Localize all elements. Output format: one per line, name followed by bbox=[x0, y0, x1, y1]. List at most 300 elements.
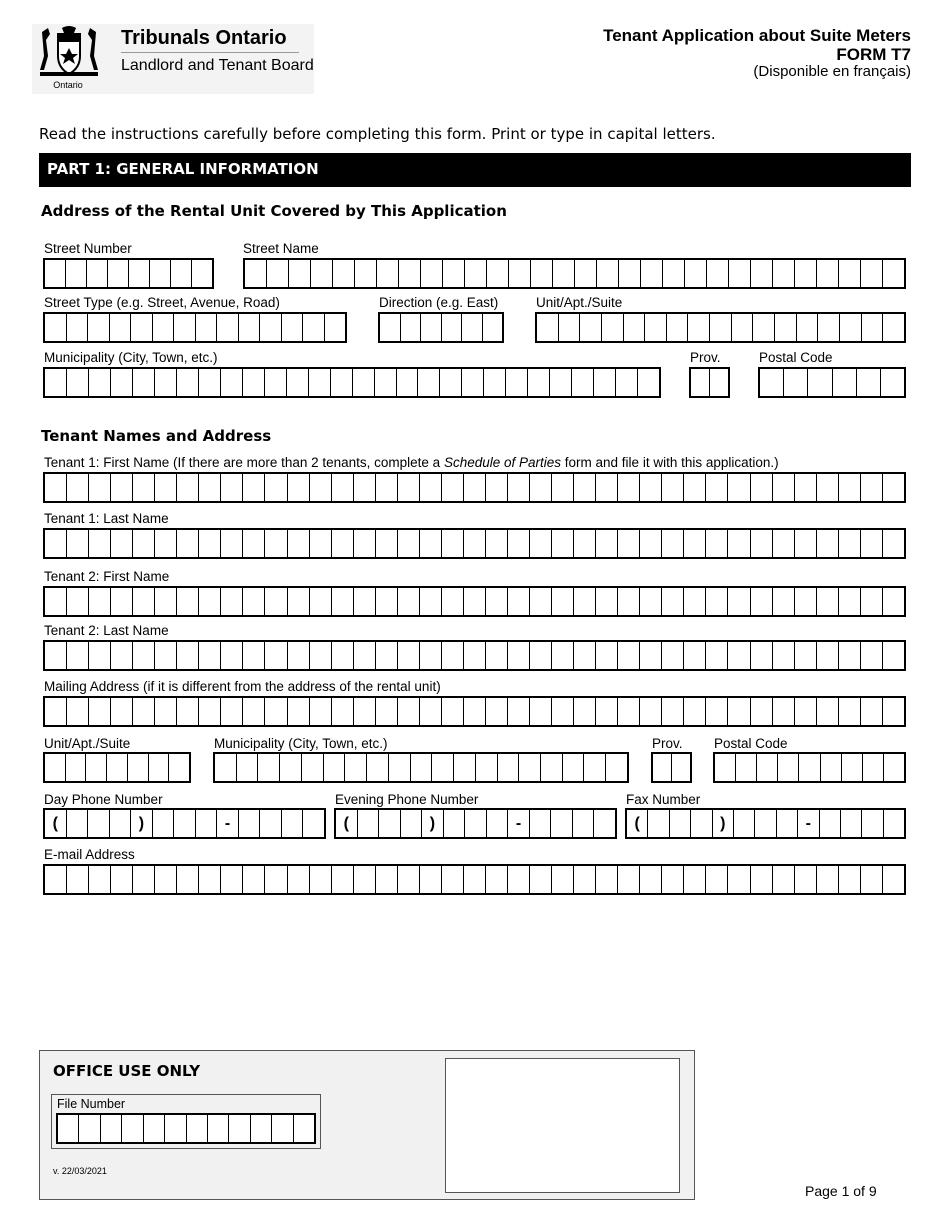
char-box[interactable] bbox=[282, 810, 304, 837]
char-box[interactable] bbox=[411, 754, 433, 781]
char-box[interactable] bbox=[265, 588, 287, 615]
char-box[interactable] bbox=[187, 1115, 208, 1142]
fax-field[interactable] bbox=[625, 808, 906, 839]
char-box[interactable] bbox=[294, 1115, 314, 1142]
char-box[interactable] bbox=[251, 1115, 272, 1142]
char-box[interactable] bbox=[684, 588, 706, 615]
char-box[interactable] bbox=[773, 260, 795, 287]
char-box[interactable] bbox=[861, 530, 883, 557]
char-box[interactable] bbox=[215, 754, 237, 781]
char-box[interactable] bbox=[552, 530, 574, 557]
char-box[interactable] bbox=[288, 530, 310, 557]
char-box[interactable] bbox=[734, 810, 755, 837]
char-box[interactable] bbox=[432, 754, 454, 781]
tenant-province-field[interactable] bbox=[651, 752, 692, 783]
char-box[interactable] bbox=[476, 754, 498, 781]
char-box[interactable] bbox=[530, 698, 552, 725]
char-box[interactable] bbox=[751, 530, 773, 557]
char-box[interactable] bbox=[398, 698, 420, 725]
char-box[interactable] bbox=[45, 314, 67, 341]
char-box[interactable] bbox=[177, 474, 199, 501]
char-box[interactable] bbox=[267, 260, 289, 287]
municipality-field[interactable] bbox=[43, 367, 661, 398]
char-box[interactable] bbox=[751, 474, 773, 501]
char-box[interactable] bbox=[110, 314, 132, 341]
char-box[interactable] bbox=[265, 530, 287, 557]
char-box[interactable] bbox=[243, 530, 265, 557]
char-box[interactable] bbox=[133, 369, 155, 396]
char-box[interactable] bbox=[420, 588, 442, 615]
char-box[interactable] bbox=[303, 810, 324, 837]
char-box[interactable] bbox=[208, 1115, 229, 1142]
char-box[interactable] bbox=[574, 530, 596, 557]
char-box[interactable] bbox=[883, 474, 904, 501]
char-box[interactable] bbox=[355, 260, 377, 287]
char-box[interactable] bbox=[486, 588, 508, 615]
char-box[interactable] bbox=[67, 474, 89, 501]
char-box[interactable]: - bbox=[508, 810, 530, 837]
char-box[interactable] bbox=[797, 314, 819, 341]
char-box[interactable]: ) bbox=[713, 810, 734, 837]
char-box[interactable] bbox=[486, 866, 508, 893]
char-box[interactable] bbox=[153, 810, 175, 837]
char-box[interactable] bbox=[563, 754, 585, 781]
char-box[interactable] bbox=[420, 698, 442, 725]
char-box[interactable] bbox=[465, 260, 487, 287]
char-box[interactable] bbox=[420, 474, 442, 501]
char-box[interactable] bbox=[375, 369, 397, 396]
char-box[interactable] bbox=[464, 866, 486, 893]
char-box[interactable] bbox=[376, 642, 398, 669]
char-box[interactable]: - bbox=[798, 810, 819, 837]
char-box[interactable] bbox=[486, 530, 508, 557]
char-box[interactable] bbox=[839, 698, 861, 725]
char-box[interactable] bbox=[354, 698, 376, 725]
char-box[interactable] bbox=[596, 866, 618, 893]
char-box[interactable] bbox=[354, 530, 376, 557]
char-box[interactable] bbox=[833, 369, 857, 396]
char-box[interactable] bbox=[221, 642, 243, 669]
tenant-postal-code-field[interactable] bbox=[713, 752, 906, 783]
char-box[interactable] bbox=[684, 698, 706, 725]
char-box[interactable] bbox=[640, 642, 662, 669]
char-box[interactable] bbox=[594, 810, 615, 837]
char-box[interactable] bbox=[265, 369, 287, 396]
char-box[interactable] bbox=[795, 474, 817, 501]
char-box[interactable] bbox=[464, 530, 486, 557]
char-box[interactable] bbox=[199, 474, 221, 501]
char-box[interactable] bbox=[89, 588, 111, 615]
char-box[interactable] bbox=[773, 474, 795, 501]
char-box[interactable] bbox=[67, 530, 89, 557]
char-box[interactable] bbox=[239, 810, 261, 837]
char-box[interactable] bbox=[237, 754, 259, 781]
char-box[interactable] bbox=[67, 642, 89, 669]
char-box[interactable] bbox=[508, 474, 530, 501]
char-box[interactable] bbox=[618, 530, 640, 557]
char-box[interactable] bbox=[618, 474, 640, 501]
char-box[interactable] bbox=[842, 754, 863, 781]
char-box[interactable] bbox=[67, 698, 89, 725]
char-box[interactable] bbox=[706, 866, 728, 893]
char-box[interactable] bbox=[265, 866, 287, 893]
char-box[interactable] bbox=[602, 314, 624, 341]
char-box[interactable] bbox=[196, 314, 218, 341]
char-box[interactable] bbox=[150, 260, 171, 287]
char-box[interactable] bbox=[684, 474, 706, 501]
char-box[interactable] bbox=[486, 642, 508, 669]
char-box[interactable] bbox=[508, 866, 530, 893]
char-box[interactable] bbox=[841, 810, 862, 837]
char-box[interactable] bbox=[265, 642, 287, 669]
char-box[interactable] bbox=[640, 866, 662, 893]
char-box[interactable] bbox=[508, 698, 530, 725]
char-box[interactable] bbox=[325, 314, 346, 341]
tenant2-last-name-field[interactable] bbox=[43, 640, 906, 671]
char-box[interactable] bbox=[177, 698, 199, 725]
char-box[interactable] bbox=[420, 642, 442, 669]
char-box[interactable] bbox=[199, 369, 221, 396]
char-box[interactable] bbox=[728, 530, 750, 557]
char-box[interactable] bbox=[401, 810, 423, 837]
char-box[interactable] bbox=[641, 260, 663, 287]
evening-phone-field[interactable] bbox=[334, 808, 617, 839]
char-box[interactable] bbox=[243, 866, 265, 893]
char-box[interactable] bbox=[442, 314, 463, 341]
char-box[interactable] bbox=[550, 369, 572, 396]
char-box[interactable] bbox=[442, 530, 464, 557]
street-number-field[interactable] bbox=[43, 258, 214, 289]
char-box[interactable] bbox=[795, 642, 817, 669]
char-box[interactable] bbox=[784, 369, 808, 396]
char-box[interactable] bbox=[133, 866, 155, 893]
char-box[interactable] bbox=[706, 530, 728, 557]
char-box[interactable] bbox=[67, 810, 89, 837]
char-box[interactable] bbox=[596, 588, 618, 615]
char-box[interactable] bbox=[645, 314, 667, 341]
char-box[interactable] bbox=[883, 866, 904, 893]
char-box[interactable] bbox=[354, 588, 376, 615]
char-box[interactable] bbox=[531, 260, 553, 287]
char-box[interactable] bbox=[778, 754, 799, 781]
char-box[interactable] bbox=[310, 698, 332, 725]
char-box[interactable] bbox=[462, 369, 484, 396]
char-box[interactable] bbox=[638, 369, 659, 396]
char-box[interactable] bbox=[177, 642, 199, 669]
char-box[interactable] bbox=[128, 754, 149, 781]
char-box[interactable] bbox=[177, 530, 199, 557]
char-box[interactable] bbox=[333, 260, 355, 287]
char-box[interactable] bbox=[728, 588, 750, 615]
char-box[interactable] bbox=[519, 754, 541, 781]
char-box[interactable] bbox=[551, 810, 573, 837]
char-box[interactable] bbox=[58, 1115, 79, 1142]
char-box[interactable] bbox=[165, 1115, 186, 1142]
char-box[interactable] bbox=[258, 754, 280, 781]
direction-field[interactable] bbox=[378, 312, 504, 343]
char-box[interactable] bbox=[574, 866, 596, 893]
char-box[interactable] bbox=[199, 530, 221, 557]
tenant-municipality-field[interactable] bbox=[213, 752, 629, 783]
char-box[interactable] bbox=[398, 642, 420, 669]
char-box[interactable] bbox=[552, 474, 574, 501]
char-box[interactable] bbox=[243, 642, 265, 669]
char-box[interactable] bbox=[464, 474, 486, 501]
char-box[interactable] bbox=[153, 314, 175, 341]
char-box[interactable] bbox=[377, 260, 399, 287]
char-box[interactable] bbox=[221, 530, 243, 557]
char-box[interactable] bbox=[177, 369, 199, 396]
char-box[interactable] bbox=[729, 260, 751, 287]
char-box[interactable] bbox=[310, 642, 332, 669]
char-box[interactable] bbox=[839, 530, 861, 557]
char-box[interactable] bbox=[265, 474, 287, 501]
char-box[interactable] bbox=[751, 698, 773, 725]
char-box[interactable] bbox=[530, 474, 552, 501]
char-box[interactable] bbox=[440, 369, 462, 396]
char-box[interactable] bbox=[487, 810, 509, 837]
char-box[interactable] bbox=[288, 698, 310, 725]
char-box[interactable] bbox=[45, 474, 67, 501]
char-box[interactable] bbox=[88, 314, 110, 341]
char-box[interactable] bbox=[282, 314, 304, 341]
char-box[interactable] bbox=[732, 314, 754, 341]
char-box[interactable] bbox=[684, 642, 706, 669]
char-box[interactable] bbox=[640, 530, 662, 557]
char-box[interactable] bbox=[217, 314, 239, 341]
char-box[interactable] bbox=[857, 369, 881, 396]
char-box[interactable] bbox=[751, 588, 773, 615]
char-box[interactable] bbox=[353, 369, 375, 396]
char-box[interactable] bbox=[715, 754, 736, 781]
char-box[interactable] bbox=[398, 530, 420, 557]
postal-code-field[interactable] bbox=[758, 367, 906, 398]
char-box[interactable] bbox=[753, 314, 775, 341]
char-box[interactable] bbox=[773, 588, 795, 615]
char-box[interactable] bbox=[817, 260, 839, 287]
char-box[interactable] bbox=[691, 810, 712, 837]
char-box[interactable] bbox=[618, 642, 640, 669]
char-box[interactable] bbox=[367, 754, 389, 781]
char-box[interactable] bbox=[817, 530, 839, 557]
char-box[interactable] bbox=[808, 369, 832, 396]
char-box[interactable] bbox=[67, 369, 89, 396]
tenant1-last-name-field[interactable] bbox=[43, 528, 906, 559]
char-box[interactable] bbox=[662, 588, 684, 615]
char-box[interactable] bbox=[221, 866, 243, 893]
char-box[interactable] bbox=[376, 588, 398, 615]
char-box[interactable] bbox=[421, 314, 442, 341]
char-box[interactable] bbox=[174, 314, 196, 341]
char-box[interactable] bbox=[795, 530, 817, 557]
char-box[interactable] bbox=[861, 642, 883, 669]
char-box[interactable] bbox=[155, 530, 177, 557]
char-box[interactable] bbox=[133, 474, 155, 501]
char-box[interactable] bbox=[177, 588, 199, 615]
char-box[interactable] bbox=[111, 530, 133, 557]
char-box[interactable] bbox=[45, 754, 66, 781]
char-box[interactable] bbox=[883, 642, 904, 669]
char-box[interactable] bbox=[464, 642, 486, 669]
char-box[interactable] bbox=[840, 314, 862, 341]
char-box[interactable] bbox=[245, 260, 267, 287]
char-box[interactable] bbox=[108, 260, 129, 287]
char-box[interactable] bbox=[663, 260, 685, 287]
char-box[interactable] bbox=[506, 369, 528, 396]
char-box[interactable] bbox=[508, 642, 530, 669]
char-box[interactable] bbox=[376, 698, 398, 725]
char-box[interactable] bbox=[884, 754, 904, 781]
char-box[interactable] bbox=[288, 866, 310, 893]
char-box[interactable] bbox=[332, 698, 354, 725]
char-box[interactable] bbox=[883, 314, 904, 341]
char-box[interactable] bbox=[332, 530, 354, 557]
char-box[interactable] bbox=[817, 642, 839, 669]
char-box[interactable] bbox=[376, 530, 398, 557]
char-box[interactable] bbox=[332, 866, 354, 893]
char-box[interactable] bbox=[465, 810, 487, 837]
char-box[interactable] bbox=[420, 866, 442, 893]
char-box[interactable] bbox=[755, 810, 776, 837]
char-box[interactable] bbox=[530, 642, 552, 669]
char-box[interactable] bbox=[199, 698, 221, 725]
char-box[interactable] bbox=[839, 474, 861, 501]
char-box[interactable] bbox=[260, 314, 282, 341]
char-box[interactable] bbox=[89, 698, 111, 725]
char-box[interactable] bbox=[111, 866, 133, 893]
char-box[interactable] bbox=[399, 260, 421, 287]
char-box[interactable] bbox=[66, 754, 87, 781]
char-box[interactable] bbox=[883, 698, 904, 725]
char-box[interactable] bbox=[192, 260, 212, 287]
char-box[interactable] bbox=[861, 698, 883, 725]
char-box[interactable] bbox=[498, 754, 520, 781]
char-box[interactable] bbox=[817, 588, 839, 615]
char-box[interactable] bbox=[795, 260, 817, 287]
char-box[interactable] bbox=[421, 260, 443, 287]
char-box[interactable] bbox=[618, 588, 640, 615]
char-box[interactable] bbox=[839, 866, 861, 893]
char-box[interactable] bbox=[354, 866, 376, 893]
char-box[interactable] bbox=[280, 754, 302, 781]
char-box[interactable] bbox=[133, 698, 155, 725]
char-box[interactable] bbox=[688, 314, 710, 341]
char-box[interactable] bbox=[89, 866, 111, 893]
char-box[interactable] bbox=[552, 698, 574, 725]
char-box[interactable] bbox=[462, 314, 483, 341]
char-box[interactable] bbox=[706, 698, 728, 725]
char-box[interactable] bbox=[331, 369, 353, 396]
char-box[interactable] bbox=[79, 1115, 100, 1142]
char-box[interactable] bbox=[775, 314, 797, 341]
char-box[interactable] bbox=[751, 866, 773, 893]
char-box[interactable] bbox=[442, 588, 464, 615]
char-box[interactable] bbox=[728, 474, 750, 501]
char-box[interactable] bbox=[574, 474, 596, 501]
char-box[interactable] bbox=[670, 810, 691, 837]
char-box[interactable] bbox=[309, 369, 331, 396]
char-box[interactable] bbox=[111, 474, 133, 501]
char-box[interactable] bbox=[818, 314, 840, 341]
char-box[interactable] bbox=[420, 530, 442, 557]
char-box[interactable] bbox=[728, 866, 750, 893]
char-box[interactable] bbox=[324, 754, 346, 781]
char-box[interactable] bbox=[863, 754, 884, 781]
char-box[interactable] bbox=[88, 810, 110, 837]
char-box[interactable] bbox=[345, 754, 367, 781]
char-box[interactable] bbox=[559, 314, 581, 341]
char-box[interactable] bbox=[706, 642, 728, 669]
char-box[interactable] bbox=[442, 642, 464, 669]
char-box[interactable] bbox=[111, 642, 133, 669]
char-box[interactable] bbox=[884, 810, 904, 837]
char-box[interactable] bbox=[401, 314, 422, 341]
char-box[interactable] bbox=[662, 530, 684, 557]
char-box[interactable] bbox=[487, 260, 509, 287]
char-box[interactable] bbox=[45, 530, 67, 557]
char-box[interactable] bbox=[618, 698, 640, 725]
char-box[interactable] bbox=[862, 810, 883, 837]
char-box[interactable] bbox=[773, 642, 795, 669]
char-box[interactable] bbox=[584, 754, 606, 781]
char-box[interactable] bbox=[575, 260, 597, 287]
char-box[interactable] bbox=[67, 588, 89, 615]
char-box[interactable] bbox=[795, 866, 817, 893]
char-box[interactable] bbox=[196, 810, 218, 837]
char-box[interactable] bbox=[685, 260, 707, 287]
tenant1-first-name-field[interactable] bbox=[43, 472, 906, 503]
char-box[interactable] bbox=[820, 810, 841, 837]
char-box[interactable] bbox=[133, 588, 155, 615]
char-box[interactable] bbox=[574, 698, 596, 725]
char-box[interactable] bbox=[358, 810, 380, 837]
char-box[interactable] bbox=[597, 260, 619, 287]
char-box[interactable] bbox=[839, 260, 861, 287]
char-box[interactable] bbox=[817, 474, 839, 501]
char-box[interactable] bbox=[199, 866, 221, 893]
char-box[interactable] bbox=[243, 474, 265, 501]
char-box[interactable] bbox=[288, 474, 310, 501]
char-box[interactable] bbox=[332, 474, 354, 501]
char-box[interactable] bbox=[552, 588, 574, 615]
char-box[interactable]: ) bbox=[131, 810, 153, 837]
char-box[interactable] bbox=[110, 810, 132, 837]
char-box[interactable] bbox=[839, 588, 861, 615]
char-box[interactable] bbox=[795, 698, 817, 725]
char-box[interactable] bbox=[155, 698, 177, 725]
char-box[interactable] bbox=[861, 866, 883, 893]
char-box[interactable] bbox=[289, 260, 311, 287]
char-box[interactable] bbox=[530, 866, 552, 893]
char-box[interactable] bbox=[155, 866, 177, 893]
char-box[interactable] bbox=[155, 642, 177, 669]
tenant2-first-name-field[interactable] bbox=[43, 586, 906, 617]
char-box[interactable] bbox=[199, 588, 221, 615]
char-box[interactable] bbox=[221, 698, 243, 725]
char-box[interactable] bbox=[817, 698, 839, 725]
char-box[interactable] bbox=[662, 698, 684, 725]
char-box[interactable] bbox=[260, 810, 282, 837]
char-box[interactable] bbox=[662, 642, 684, 669]
char-box[interactable] bbox=[861, 474, 883, 501]
char-box[interactable] bbox=[552, 866, 574, 893]
char-box[interactable] bbox=[379, 810, 401, 837]
char-box[interactable] bbox=[594, 369, 616, 396]
char-box[interactable] bbox=[530, 530, 552, 557]
file-number-field[interactable] bbox=[56, 1113, 316, 1144]
char-box[interactable] bbox=[443, 260, 465, 287]
char-box[interactable] bbox=[354, 642, 376, 669]
